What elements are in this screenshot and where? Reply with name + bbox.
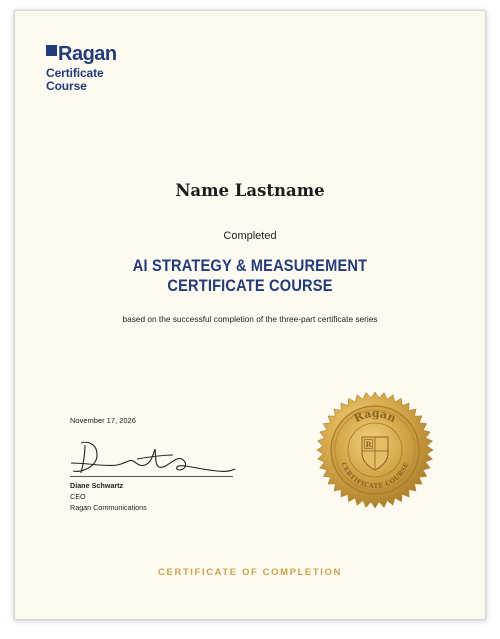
- course-title: [48, 256, 452, 296]
- recipient-name: Name Lastname: [175, 181, 325, 200]
- completed-label: Completed: [223, 230, 277, 242]
- signature-line: [70, 476, 233, 477]
- course-title-line-2: CERTIFICATE COURSE: [167, 276, 333, 295]
- signer-company: Ragan Communications: [70, 503, 147, 512]
- logo-name: Ragan: [58, 43, 117, 65]
- signer-role: CEO: [70, 492, 86, 501]
- gold-seal-icon: [316, 391, 434, 509]
- logo-line-certificate: Certificate: [46, 66, 104, 80]
- certificate: [14, 10, 486, 620]
- series-description: based on the successful completion of the three-part certificate series: [122, 314, 378, 324]
- signer-name: Diane Schwartz: [70, 481, 124, 490]
- signature-block: [70, 416, 147, 512]
- certificate-of-completion-label: CERTIFICATE OF COMPLETION: [158, 567, 342, 578]
- course-title-line-1: AI STRATEGY & MEASUREMENT: [132, 256, 368, 275]
- signature-scribble-icon: [67, 433, 237, 481]
- logo-wordmark: [46, 43, 117, 65]
- signature-date: November 17, 2026: [70, 416, 136, 425]
- seal-top-text: Ragan: [351, 406, 399, 426]
- seal-shield-letter: R: [365, 440, 372, 449]
- logo-square-icon: [46, 45, 57, 56]
- seal-bottom-text: CERTIFICATE COURSE: [339, 461, 411, 491]
- logo-line-course: Course: [46, 79, 87, 93]
- ragan-logo: [46, 43, 117, 93]
